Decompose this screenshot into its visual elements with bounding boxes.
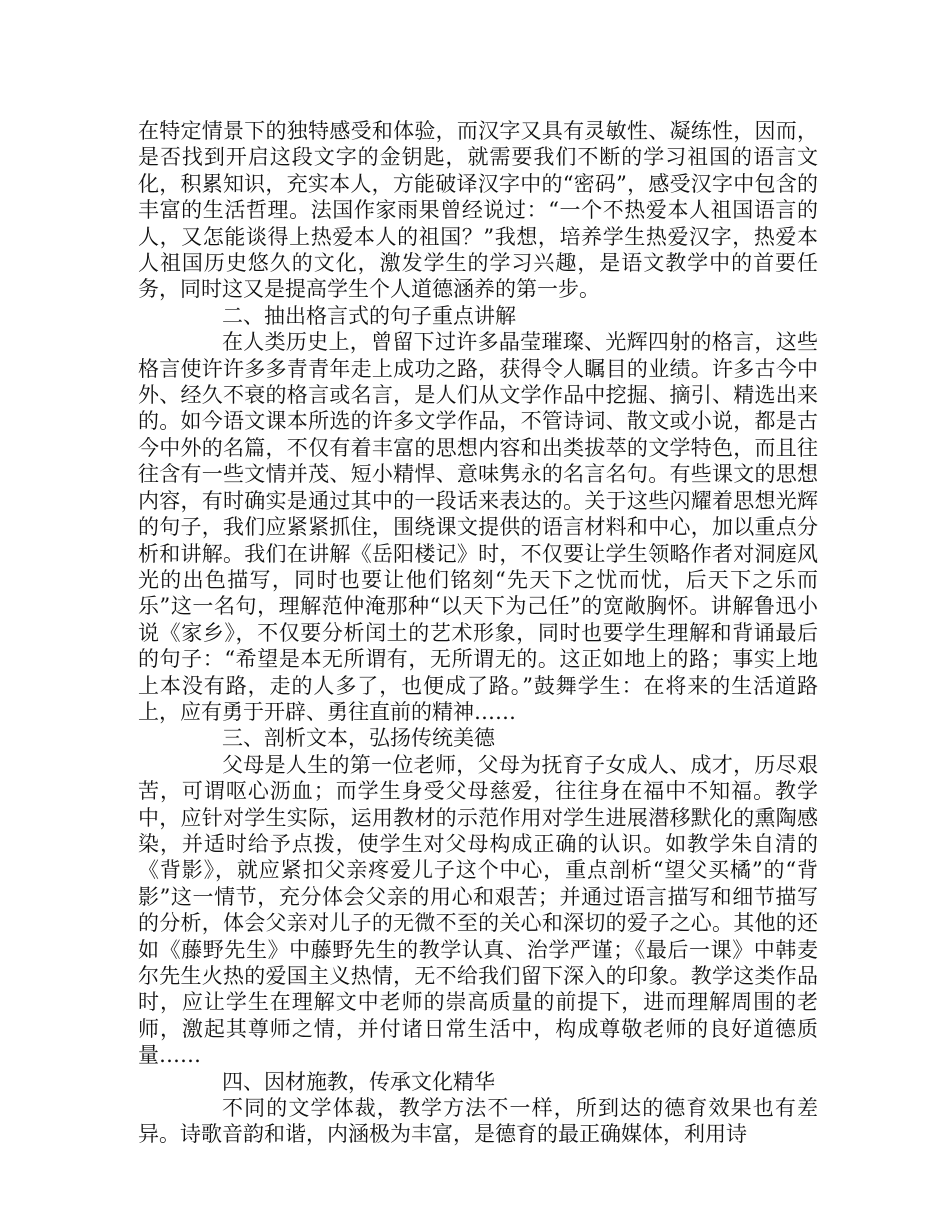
section-heading-3: 三、剖析文本，弘扬传统美德 (222, 726, 495, 751)
section-paragraph-2: 在人类历史上，曾留下过许多晶莹璀璨、光辉四射的格言，这些格言使许许多多青青年走上成功之路，获得令人瞩目的业绩。许多古今中外、经久不衰的格言或名言，是人们从文学作品中挖掘、摘引、精选出来的。如今语文课本所选的许多文学作品，不管诗词、散文或小说，都是古今中外的名篇，不仅有着丰富的思想内容和出类拔萃的文学特色，而且往往含有一些文情并茂、短小精悍、意味隽永的名言名句。有些课文的思想内容，有时确实是通过其中的一段话来表达的。关于这些闪耀着思想光辉的句子，我们应紧紧抓住，围绕课文提供的语言材料和中心，加以重点分析和讲解。我们在讲解《岳阳楼记》时，不仅要让学生领略作者对洞庭风光的出色描写，同时也要让他们铭刻“先天下之忧而忧，后天下之乐而乐”这一名句，理解范仲淹那种“以天下为己任”的宽敞胸怀。讲解鲁迅小说《家乡》，不仅要分析闰土的艺术形象，同时也要学生理解和背诵最后的句子：“希望是本无所谓有，无所谓无的。这正如地上的路；事实上地上本没有路，走的人多了，也便成了路。”鼓舞学生：在将来的生活道路上，应有勇于开辟、勇往直前的精神…… (138, 330, 818, 724)
section-heading-2: 二、抽出格言式的句子重点讲解 (222, 303, 516, 328)
intro-paragraph: 在特定情景下的独特感受和体验，而汉字又具有灵敏性、凝练性，因而，是否找到开启这段文字的金钥匙，就需要我们不断的学习祖国的语言文化，积累知识，充实本人，方能破译汉字中的“密码”，感受汉字中包含的丰富的生活哲理。法国作家雨果曾经说过：“一个不热爱本人祖国语言的人，又怎能谈得上热爱本人的祖国？”我想，培养学生热爱汉字，热爱本人祖国历史悠久的文化，激发学生的学习兴趣，是语文教学中的首要任务，同时这又是提高学生个人道德涵养的第一步。 (138, 119, 818, 302)
document-body (138, 118, 818, 1148)
section-heading-4: 四、因材施教，传承文化精华 (222, 1069, 495, 1094)
section-paragraph-3: 父母是人生的第一位老师，父母为抚育子女成人、成才，历尽艰苦，可谓呕心沥血；而学生身受父母慈爱，往往身在福中不知福。教学中，应针对学生实际，运用教材的示范作用对学生进展潜移默化的熏陶感染，并适时给予点拨，使学生对父母构成正确的认识。如教学朱自清的《背影》，就应紧扣父亲疼爱儿子这个中心，重点剖析“望父买橘”的“背影”这一情节，充分体会父亲的用心和艰苦；并通过语言描写和细节描写的分析，体会父亲对儿子的无微不至的关心和深切的爱子之心。其他的还如《藤野先生》中藤野先生的教学认真、治学严谨；《最后一课》中韩麦尔先生火热的爱国主义热情，无不给我们留下深入的印象。教学这类作品时，应让学生在理解文中老师的崇高质量的前提下，进而理解周围的老师，激起其尊师之情，并付诸日常生活中，构成尊敬老师的良好道德质量…… (138, 752, 818, 1068)
section-paragraph-4: 不同的文学体裁，教学方法不一样，所到达的德育效果也有差异。诗歌音韵和谐，内涵极为丰富，是德育的最正确媒体，利用诗 (138, 1096, 818, 1147)
